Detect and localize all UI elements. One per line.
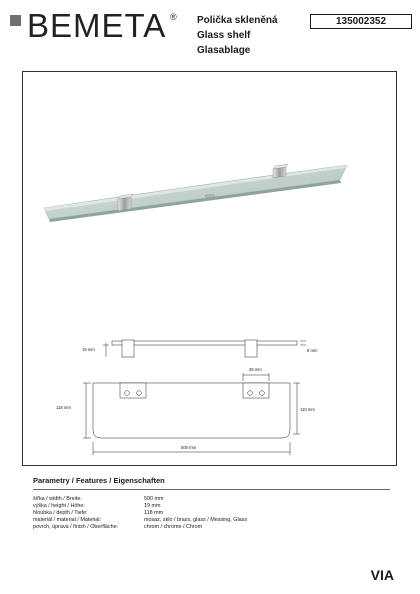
title-cz: Polička skleněná [197, 15, 278, 26]
param-row [33, 517, 393, 524]
left-bracket [118, 194, 133, 211]
dim-bracket: 35 mm [249, 367, 262, 372]
top-view [83, 373, 300, 455]
param-value: 19 mm [144, 503, 161, 510]
right-bracket [273, 164, 288, 178]
param-label: šířka / width / Breite: [33, 496, 82, 502]
param-row [33, 524, 393, 531]
param-value: 500 mm [144, 496, 164, 502]
dim-depth-left: 118 mm [56, 405, 71, 410]
param-value: 118 mm [144, 510, 164, 517]
divider [33, 489, 390, 490]
title-de: Glasablage [197, 45, 251, 56]
parameters-table [33, 496, 393, 531]
parameters-title: Parametry / Features / Eigenschaften [33, 476, 165, 485]
front-view [103, 340, 306, 357]
dim-depth-side: 19 mm [82, 347, 95, 352]
param-label: výška / height / Höhe: [33, 503, 85, 510]
brand-logo: BEMETA [27, 7, 167, 44]
title-en: Glass shelf [197, 30, 251, 41]
center-clip [205, 194, 215, 197]
dim-glass-thickness: 8 mm [307, 348, 318, 353]
param-value: mosaz, sklo / brass, glass / Messing, Glass [144, 517, 248, 524]
series-name: VIA [370, 567, 394, 583]
param-row [33, 503, 393, 510]
registered-mark: ® [170, 12, 177, 22]
param-value: chrom / chrome / Chrom [144, 524, 203, 531]
param-row [33, 510, 393, 517]
param-label: materiál / material / Material: [33, 517, 102, 524]
product-render [44, 164, 347, 222]
dim-width: 500 mm [181, 445, 197, 450]
dim-depth-right: 110 mm [300, 407, 315, 412]
param-label: hloubka / depth / Tiefe: [33, 510, 88, 517]
product-code: 135002352 [310, 14, 412, 29]
param-row [33, 496, 393, 503]
param-label: povrch, úprava / finish / Oberfläche: [33, 524, 119, 531]
